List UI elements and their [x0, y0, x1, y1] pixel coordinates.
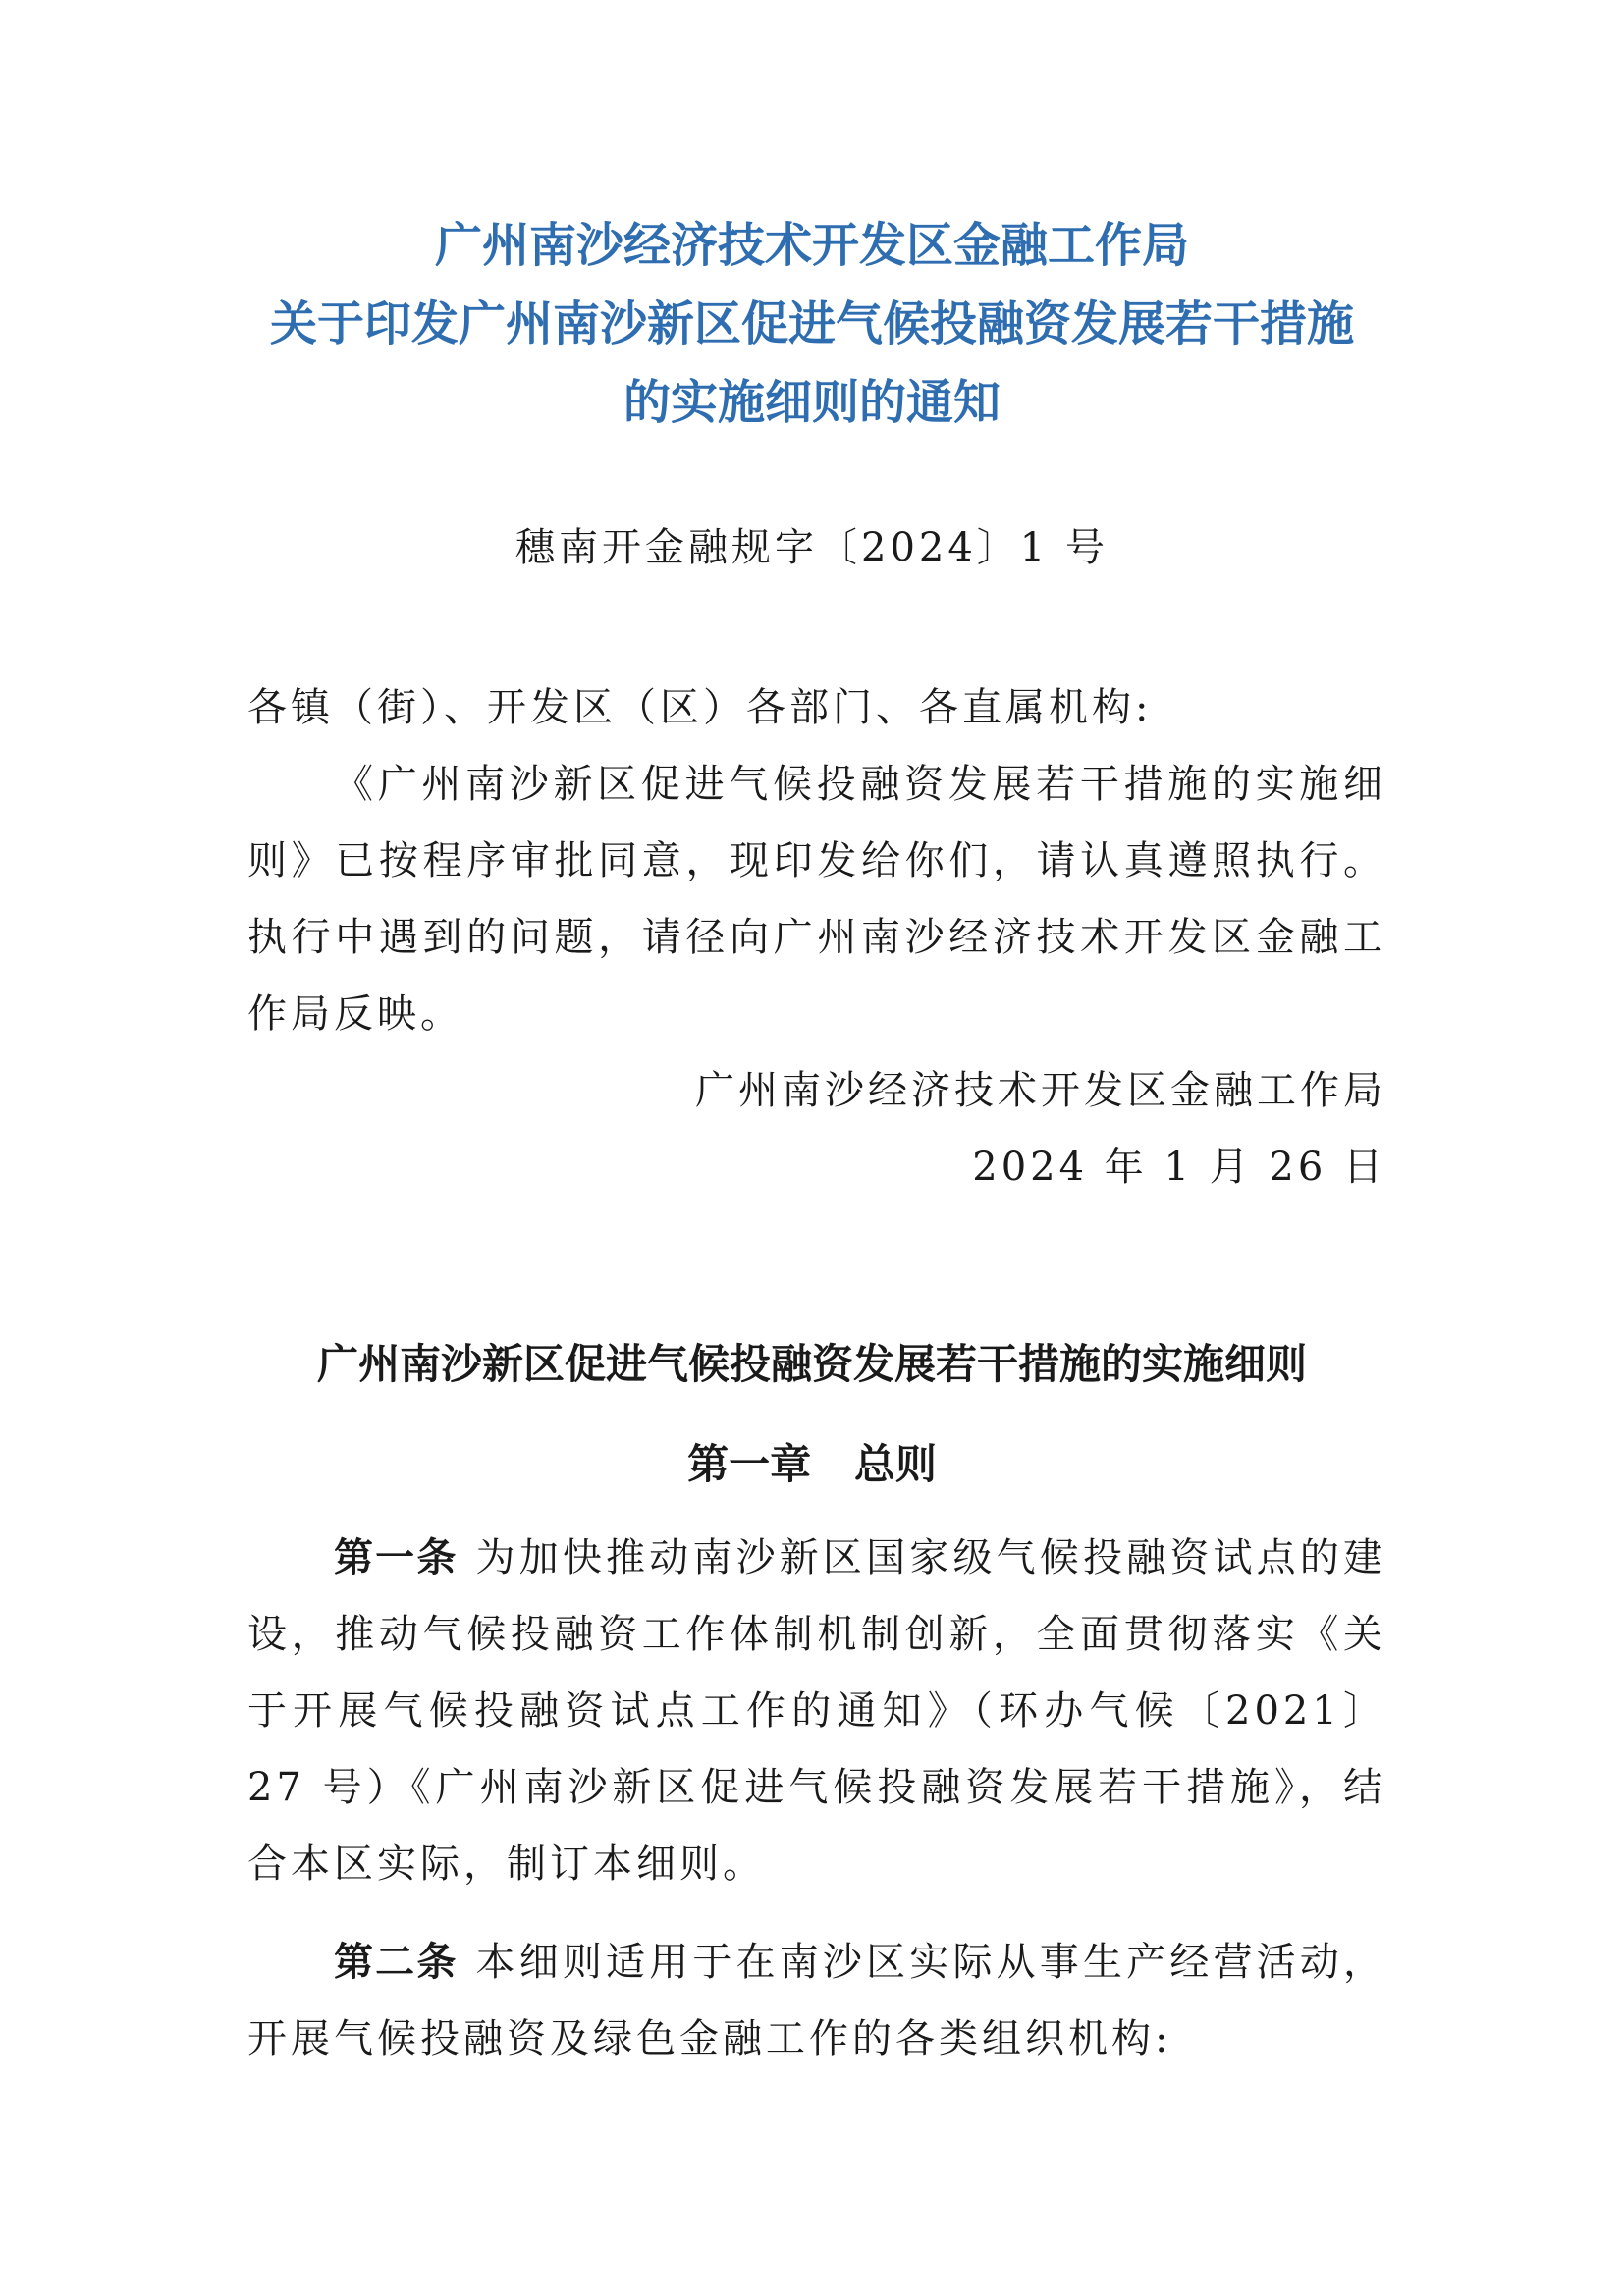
article-2 [247, 1924, 1386, 2077]
article-1 [247, 1520, 1386, 1902]
title-line-1: 广州南沙经济技术开发区金融工作局 [434, 218, 1189, 273]
article-1-text: 为加快推动南沙新区国家级气候投融资试点的建设，推动气候投融资工作体制机制创新，全面贯彻落实《关于开展气候投融资试点工作的通知》（环办气候〔2021〕27 号）《广州南沙新区促进气候投融资发展若干措施》，结合本区实际，制订本细则。 [247, 1535, 1387, 1887]
article-1-label: 第一条 [334, 1535, 459, 1580]
rules-title: 广州南沙新区促进气候投融资发展若干措施的实施细则 [316, 1340, 1307, 1388]
issuing-authority: 广州南沙经济技术开发区金融工作局 [695, 1068, 1386, 1113]
notice-paragraph: 《广州南沙新区促进气候投融资发展若干措施的实施细则》已按程序审批同意，现印发给你们，请认真遵照执行。执行中遇到的问题，请径向广州南沙经济技术开发区金融工作局反映。 [247, 762, 1386, 1037]
notice-title [177, 206, 1447, 442]
addressee: 各镇（街）、开发区（区）各部门、各直属机构: [247, 685, 1153, 730]
chapter-title: 第一章 总则 [687, 1440, 937, 1488]
article-2-text: 本细则适用于在南沙区实际从事生产经营活动，开展气候投融资及绿色金融工作的各类组织机构: [247, 1940, 1387, 2061]
issue-date: 2024 年 1 月 26 日 [972, 1145, 1386, 1190]
document-number: 穗南开金融规字〔2024〕1 号 [515, 525, 1109, 570]
title-line-3: 的实施细则的通知 [623, 375, 1001, 430]
article-2-label: 第二条 [334, 1940, 459, 1985]
title-line-2: 关于印发广州南沙新区促进气候投融资发展若干措施 [269, 296, 1354, 351]
